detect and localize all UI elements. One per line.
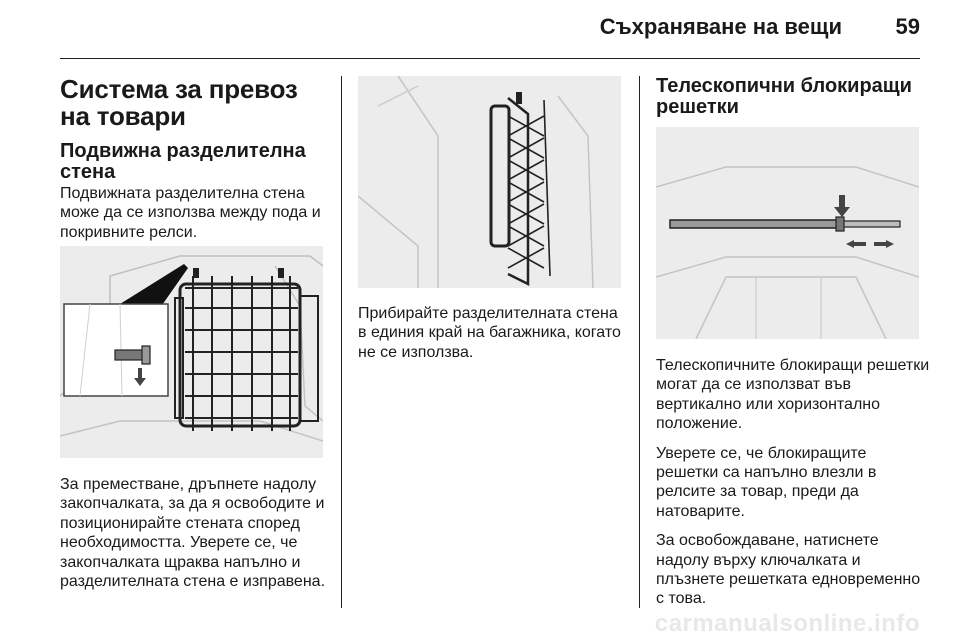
partition-wall-illustration bbox=[60, 246, 323, 458]
page-number: 59 bbox=[895, 14, 920, 39]
column-1-lower bbox=[60, 475, 330, 591]
column-2 bbox=[358, 304, 628, 362]
subsection-heading: Подвижна разделителна стена bbox=[60, 140, 306, 183]
section-heading: Система за превоз на товари bbox=[60, 74, 298, 131]
paragraph: За освобождаване, натиснете надолу върху ключалката и плъзнете решетката едновременно с това. bbox=[656, 532, 921, 608]
column-divider-2 bbox=[639, 76, 640, 608]
blocking-bars-illustration bbox=[656, 127, 919, 339]
section-heading: Телескопични блокиращи решетки bbox=[656, 75, 912, 118]
stowed-partition-illustration bbox=[358, 76, 621, 288]
column-1 bbox=[60, 76, 330, 242]
column-divider-1 bbox=[341, 76, 342, 608]
column-3-lower bbox=[656, 356, 931, 609]
running-header-title: Съхраняване на вещи bbox=[599, 14, 842, 39]
watermark: carmanualsonline.info bbox=[654, 610, 920, 637]
paragraph: Уверете се, че блокиращите решетки са напълно влезли в релсите за товар, преди да натоварите. bbox=[656, 444, 877, 520]
paragraph: Подвижната разделителна стена може да се използва между пода и покривните релси. bbox=[60, 185, 321, 241]
column-3 bbox=[656, 76, 926, 118]
paragraph: Телескопичните блокиращи решетки могат да се използват във вертикално или хоризонтално положение. bbox=[656, 357, 930, 433]
header-rule bbox=[60, 58, 920, 59]
paragraph: За преместване, дръпнете надолу закопчалката, за да я освободите и позиционирайте стената според необходимостта. Уверете се, че закопчалката щраква напълно и разделителната стена е изправена. bbox=[60, 476, 326, 591]
paragraph: Прибирайте разделителната стена в единия край на багажника, когато не се използва. bbox=[358, 305, 621, 361]
